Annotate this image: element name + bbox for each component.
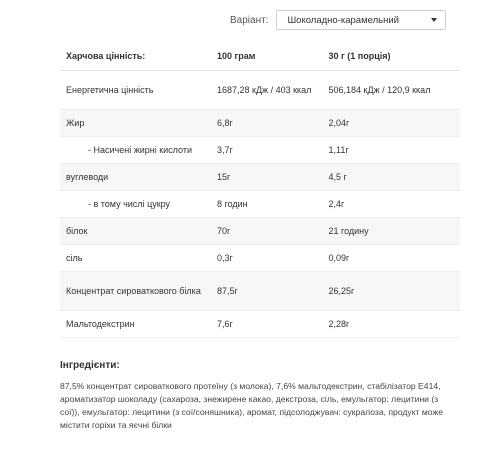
table-row: [60, 137, 460, 164]
table-header-row: [60, 42, 460, 71]
chevron-down-icon: [431, 18, 437, 22]
row-label: Мальтодекстрин: [60, 311, 211, 338]
row-per-serving: 2,28г: [323, 311, 461, 338]
header-nutrition: Харчова цінність:: [60, 42, 211, 71]
row-per-100g: 7,6г: [211, 311, 323, 338]
table-row: [60, 164, 460, 191]
row-per-serving: 2,04г: [323, 110, 461, 137]
row-label: Енергетична цінність: [60, 71, 211, 110]
row-label: - Насичені жирні кислоти: [60, 137, 211, 164]
row-per-100g: 70г: [211, 218, 323, 245]
header-per-100g: 100 грам: [211, 42, 323, 71]
variant-select[interactable]: [276, 10, 446, 30]
row-label: Концентрат сироваткового білка: [60, 272, 211, 311]
variant-label: Варіант:: [230, 14, 269, 26]
nutrition-table: [60, 42, 460, 338]
table-row: [60, 218, 460, 245]
table-row: [60, 191, 460, 218]
row-label: - в тому числі цукру: [60, 191, 211, 218]
row-per-serving: 2,4г: [323, 191, 461, 218]
ingredients-text: 87,5% концентрат сироваткового протеїну (з молока), 7,6% мальтодекстрин, стабілізатор E414, ароматизатор шоколаду (сахароза, знежирене какао, декстроза, сіль, емульгатор: лецитини (з сої)), емульгатор: лецитини (з сої/соняшника), аромат, підсолоджувач: сукралоза, продукт може містити горіхи та яєчні білки: [60, 381, 444, 430]
table-row: [60, 311, 460, 338]
row-per-100g: 6,8г: [211, 110, 323, 137]
row-per-serving: 21 годину: [323, 218, 461, 245]
header-per-serving: 30 г (1 порція): [323, 42, 461, 71]
row-label: Жир: [60, 110, 211, 137]
row-per-serving: 0,09г: [323, 245, 461, 272]
row-per-serving: 26,25г: [323, 272, 461, 311]
variant-row: [230, 8, 446, 32]
row-per-100g: 87,5г: [211, 272, 323, 311]
table-row: [60, 71, 460, 110]
row-per-serving: 506,184 кДж / 120,9 ккал: [323, 71, 461, 110]
row-label: білок: [60, 218, 211, 245]
row-per-100g: 3,7г: [211, 137, 323, 164]
row-label: вуглеводи: [60, 164, 211, 191]
table-row: [60, 272, 460, 311]
row-label: сіль: [60, 245, 211, 272]
row-per-100g: 8 годин: [211, 191, 323, 218]
row-per-100g: 15г: [211, 164, 323, 191]
table-row: [60, 110, 460, 137]
row-per-100g: 0,3г: [211, 245, 323, 272]
row-per-100g: 1687,28 кДж / 403 ккал: [211, 71, 323, 110]
table-row: [60, 245, 460, 272]
row-per-serving: 4,5 г: [323, 164, 461, 191]
variant-selected-value: Шоколадно-карамельний: [287, 14, 399, 26]
ingredients-title: Інгредієнти:: [60, 360, 120, 371]
row-per-serving: 1,11г: [323, 137, 461, 164]
